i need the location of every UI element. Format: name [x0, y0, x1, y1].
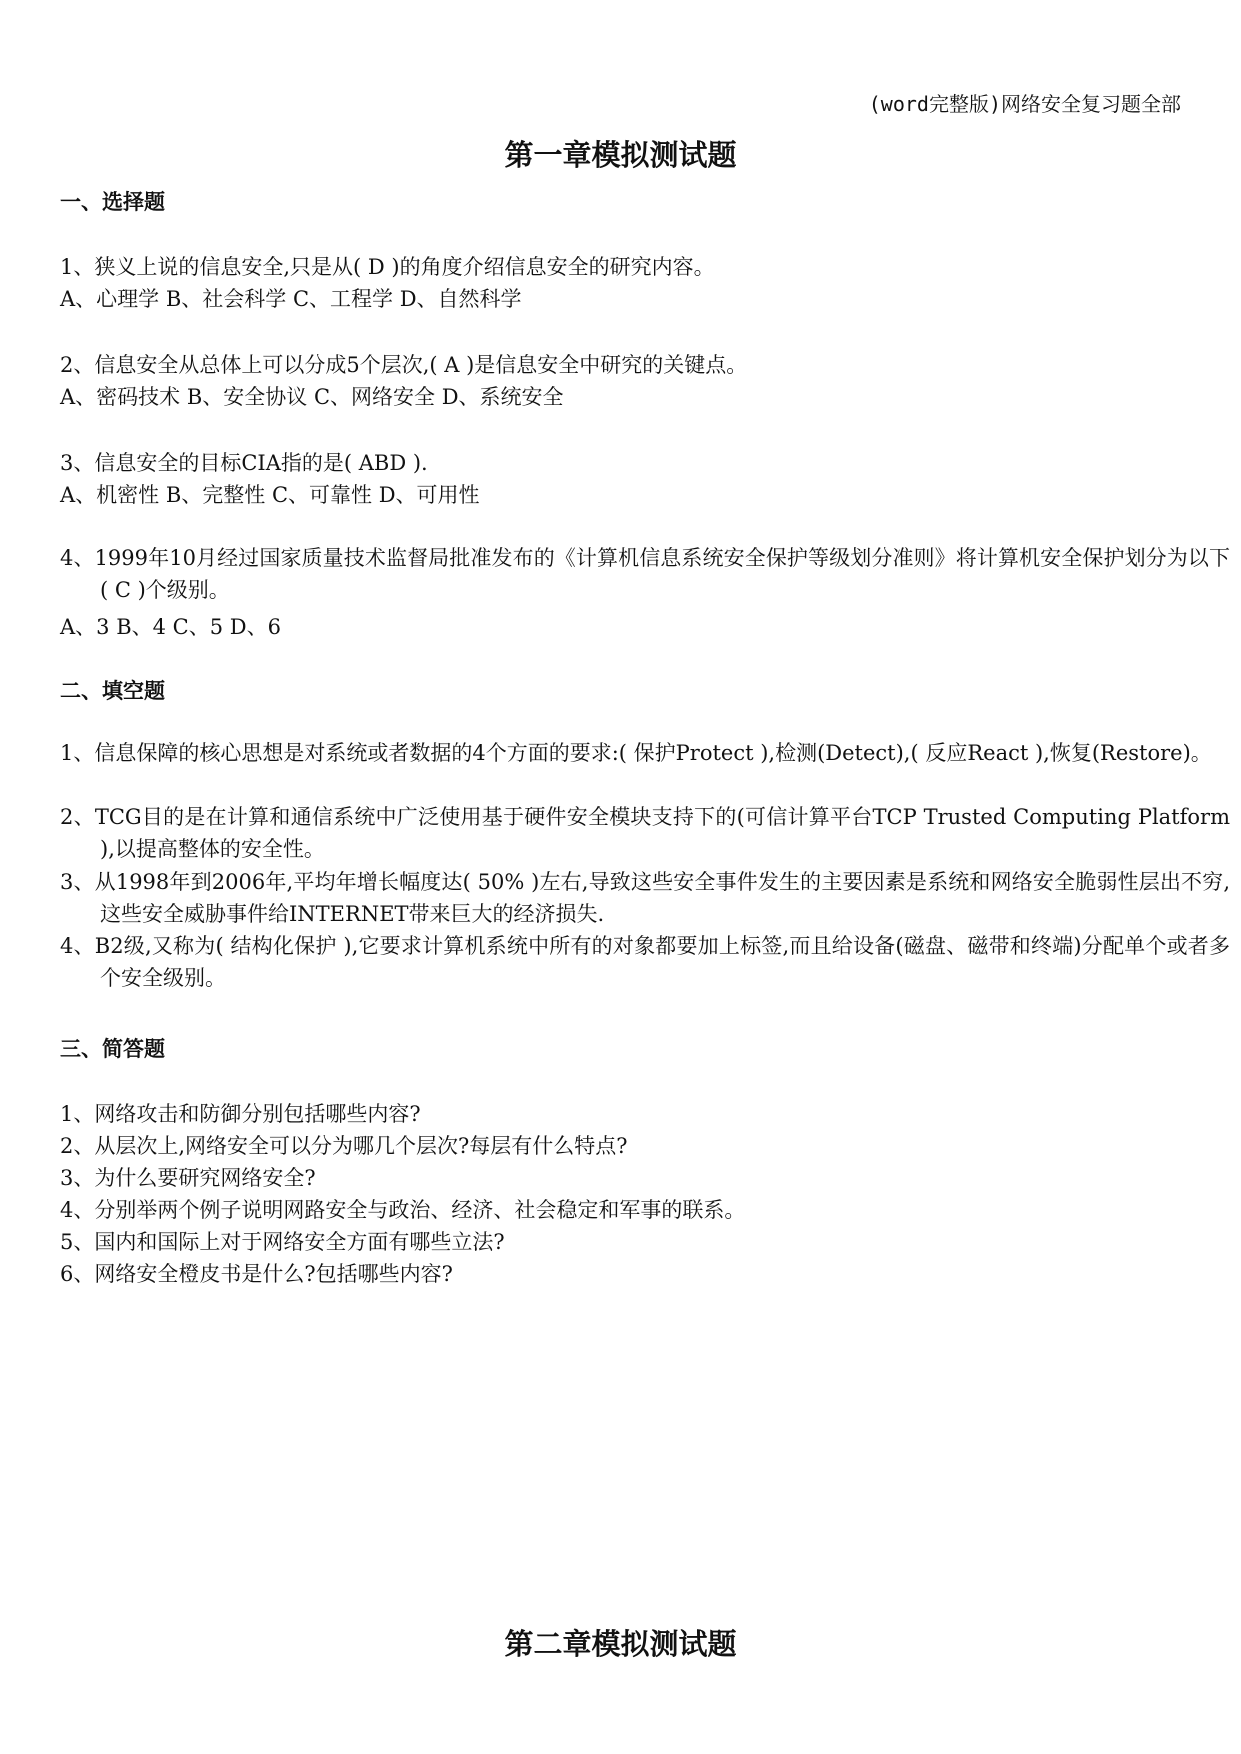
- fill-item-3: 3、从1998年到2006年,平均年增长幅度达( 50% )左右,导致这些安全事件发生的主要因素是系统和网络安全脆弱性层出不穷,这些安全威胁事件给INTERNET带来巨大的经济损失.: [60, 870, 1230, 926]
- short-item-4: 4、分别举两个例子说明网路安全与政治、经济、社会稳定和军事的联系。: [60, 1198, 746, 1222]
- choice-question-4: 4、1999年10月经过国家质量技术监督局批准发布的《计算机信息系统安全保护等级划分准则》将计算机安全保护划分为以下( C )个级别。: [60, 546, 1230, 602]
- choice-options-4: A、3 B、4 C、5 D、6: [60, 615, 281, 639]
- chapter-1-title: 第一章模拟测试题: [504, 138, 737, 172]
- fill-item-1: 1、信息保障的核心思想是对系统或者数据的4个方面的要求:( 保护Protect ),检测(Detect),( 反应React ),恢复(Restore)。: [60, 741, 1212, 765]
- section-fill-heading: 二、填空题: [60, 678, 165, 703]
- section-choice-heading: 一、选择题: [60, 189, 165, 214]
- choice-options-2: A、密码技术 B、安全协议 C、网络安全 D、系统安全: [60, 385, 564, 409]
- choice-question-1: 1、狭义上说的信息安全,只是从( D )的角度介绍信息安全的研究内容。: [60, 255, 715, 279]
- chapter-2-title: 第二章模拟测试题: [504, 1627, 737, 1661]
- choice-options-3: A、机密性 B、完整性 C、可靠性 D、可用性: [60, 483, 480, 507]
- choice-question-2: 2、信息安全从总体上可以分成5个层次,( A )是信息安全中研究的关键点。: [60, 353, 748, 377]
- short-item-3: 3、为什么要研究网络安全?: [60, 1166, 316, 1190]
- choice-question-3: 3、信息安全的目标CIA指的是( ABD ).: [60, 451, 428, 475]
- short-item-2: 2、从层次上,网络安全可以分为哪几个层次?每层有什么特点?: [60, 1134, 628, 1158]
- choice-options-1: A、心理学 B、社会科学 C、工程学 D、自然科学: [60, 287, 522, 311]
- short-item-1: 1、网络攻击和防御分别包括哪些内容?: [60, 1102, 421, 1126]
- fill-item-2: 2、TCG目的是在计算和通信系统中广泛使用基于硬件安全模块支持下的(可信计算平台TCP Trusted Computing Platform ),以提高整体的安全性。: [60, 805, 1230, 861]
- fill-item-4: 4、B2级,又称为( 结构化保护 ),它要求计算机系统中所有的对象都要加上标签,而且给设备(磁盘、磁带和终端)分配单个或者多个安全级别。: [60, 934, 1230, 990]
- page-header: (word完整版)网络安全复习题全部: [868, 92, 1181, 116]
- section-short-heading: 三、简答题: [60, 1036, 165, 1061]
- short-item-6: 6、网络安全橙皮书是什么?包括哪些内容?: [60, 1262, 453, 1286]
- short-item-5: 5、国内和国际上对于网络安全方面有哪些立法?: [60, 1230, 505, 1254]
